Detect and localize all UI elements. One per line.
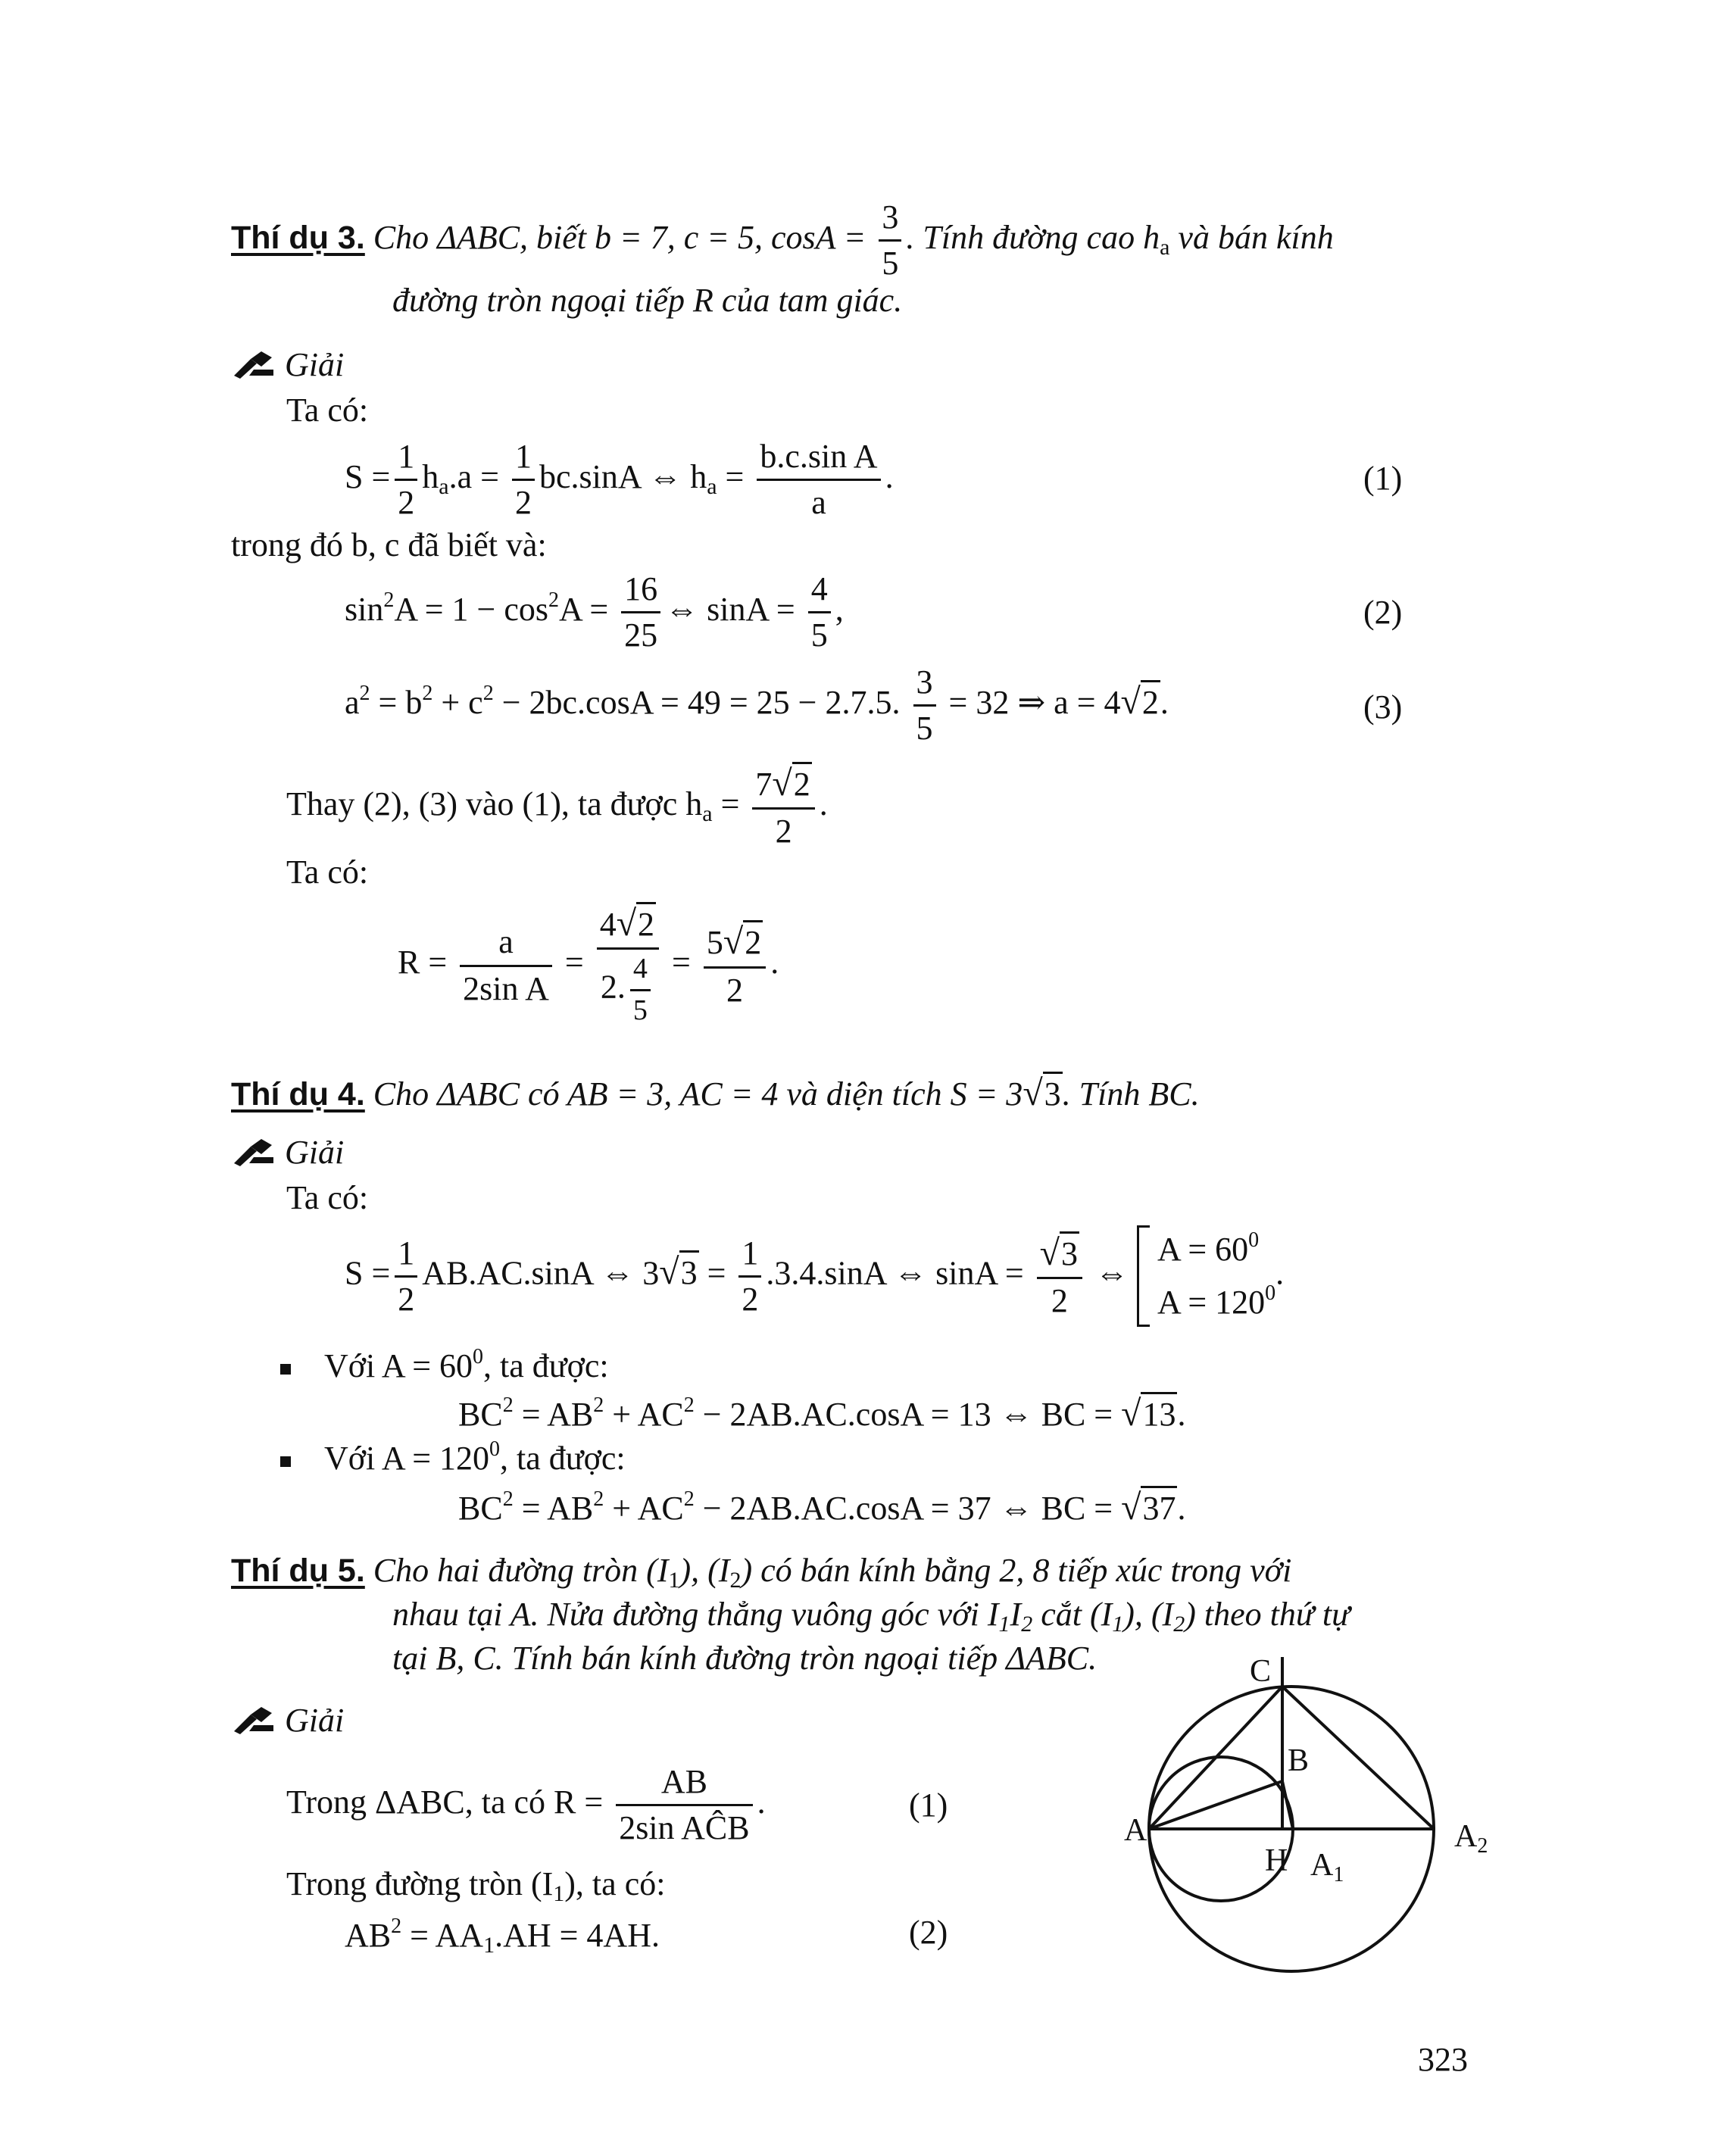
ex5-equation-1: Trong ΔABC, ta có R = $\frac{AB}{\text{2sin AĈB}}$ . <box>286 1763 766 1847</box>
ex3-equation-1: S = $\frac{1}{2}$ $h_a.a$ = $\frac{1}{2}$ bc.sinA ⇔ $h_a$ = $\frac{\text{b.c.sin A}}{a}$ . <box>345 438 894 522</box>
ex3-intro: Ta có: <box>286 392 369 429</box>
ex5-solution-heading: Giải <box>231 1704 344 1737</box>
ex3-substitution: Thay (2), (3) vào (1), ta được $h_a$ = $\frac{7√2}{2}$ . <box>286 763 828 850</box>
label-C: C <box>1250 1654 1272 1689</box>
ex3-where-line: trong đó b, c đã biết và: <box>231 526 547 563</box>
case-bracket <box>1137 1225 1150 1327</box>
ex5-line-2: Trong đường tròn $(I_1)$, ta có: <box>286 1865 666 1906</box>
page-number: 323 <box>1418 2041 1468 2078</box>
label-H: H <box>1265 1843 1288 1878</box>
ex4-label: Thí dụ 4. <box>231 1076 365 1113</box>
ex4-intro: Ta có: <box>286 1179 369 1216</box>
ex5-problem-line1: Thí dụ 5. Cho hai đường tròn $(I_1)$, $(I_2)$ có bán kính bằng 2, 8 tiếp xúc trong với <box>231 1552 1292 1593</box>
ex4-solution-heading: Giải <box>231 1136 344 1169</box>
angle-cases: $A = 60^0$ $A = 120^0$ <box>1157 1228 1276 1322</box>
label-A2: A2 <box>1454 1819 1488 1858</box>
ex3-problem-line1: Thí dụ 3. Cho ΔABC, biết b = 7, c = 5, cosA = $\frac{3}{5}$ . Tính đường cao $h_a$ và bán kính <box>231 198 1334 282</box>
ex4-equation: S = $\frac{1}{2}$ AB.AC.sinA ⇔ 3√3 = $\frac{1}{2}$ .3.4.sinA ⇔ sinA = $\frac{√3}{2}$ ⇔ $A = 60^0$ $A = 120^0$ . <box>345 1223 1284 1330</box>
ex3-eq-number-3: (3) <box>1363 688 1403 726</box>
ex4-case-b-equation: $BC^2 = AB^2 + AC^2 - 2AB.AC.\cos A = 37$ ⇔ BC = √37. <box>458 1487 1186 1528</box>
ex3-solution-heading: Giải <box>231 348 344 382</box>
ex3-intro-2: Ta có: <box>286 853 369 891</box>
ex3-cos-fraction: $\frac{3}{5}$ <box>879 200 901 281</box>
label-A1: A1 <box>1310 1848 1344 1886</box>
segment-BA1 <box>1282 1781 1293 1829</box>
ex3-problem-line2: đường tròn ngoại tiếp R của tam giác. <box>392 282 903 319</box>
ex3-equation-3: $a^2 = b^2 + c^2 - 2bc.\cos A = 49 = 25 - 2.7.5$. $\frac{3}{5}$ = 32 ⇒ a = 4√2. <box>345 663 1169 747</box>
ex5-eq-number-1: (1) <box>909 1787 948 1824</box>
ex5-eq-number-2: (2) <box>909 1914 948 1951</box>
ex5-equation-2: $AB^2 = AA_1.AH = 4AH$. <box>345 1915 660 1958</box>
ex4-problem: Thí dụ 4. Cho ΔABC có AB = 3, AC = 4 và diện tích S = 3√3. Tính BC. <box>231 1073 1200 1113</box>
label-A: A <box>1124 1813 1147 1848</box>
segment-AB <box>1149 1781 1282 1829</box>
bullet-icon <box>280 1456 291 1467</box>
ex5-problem-line3: tại B, C. Tính bán kính đường tròn ngoại tiếp ΔABC. <box>392 1640 1097 1677</box>
pencil-hand-icon <box>231 1137 276 1168</box>
two-circles-figure <box>1124 1651 1507 1984</box>
label-B: B <box>1288 1743 1310 1778</box>
ex3-eq-number-1: (1) <box>1363 460 1403 497</box>
ex4-case-a-intro: Với $A = 60^0$, ta được: <box>280 1347 609 1383</box>
ex5-label: Thí dụ 5. <box>231 1553 365 1589</box>
pencil-hand-icon <box>231 1705 276 1736</box>
bullet-icon <box>280 1364 291 1375</box>
ex3-eq-number-2: (2) <box>1363 594 1403 631</box>
pencil-hand-icon <box>231 350 276 380</box>
ex5-problem-line2: nhau tại A. Nửa đường thẳng vuông góc với $I_1I_2$ cắt $(I_1)$, $(I_2)$ theo thứ tự <box>392 1596 1350 1637</box>
ex3-equation-R: R = $\frac{a}{\text{2sin A}}$ = 4√2 2. $\frac{4}{5}$ = $\frac{5√2}{2}$ . <box>398 903 779 1027</box>
ex4-case-a-equation: $BC^2 = AB^2 + AC^2 - 2AB.AC.\cos A = 13$ ⇔ BC = √13. <box>458 1393 1186 1434</box>
ex4-case-b-intro: Với $A = 120^0$, ta được: <box>280 1439 626 1475</box>
ex3-label: Thí dụ 3. <box>231 219 365 256</box>
ex3-equation-2: $\sin^2A = 1 - \cos^2A$ = $\frac{16}{25}$ ⇔ sinA = $\frac{4}{5}$ , <box>345 570 844 654</box>
